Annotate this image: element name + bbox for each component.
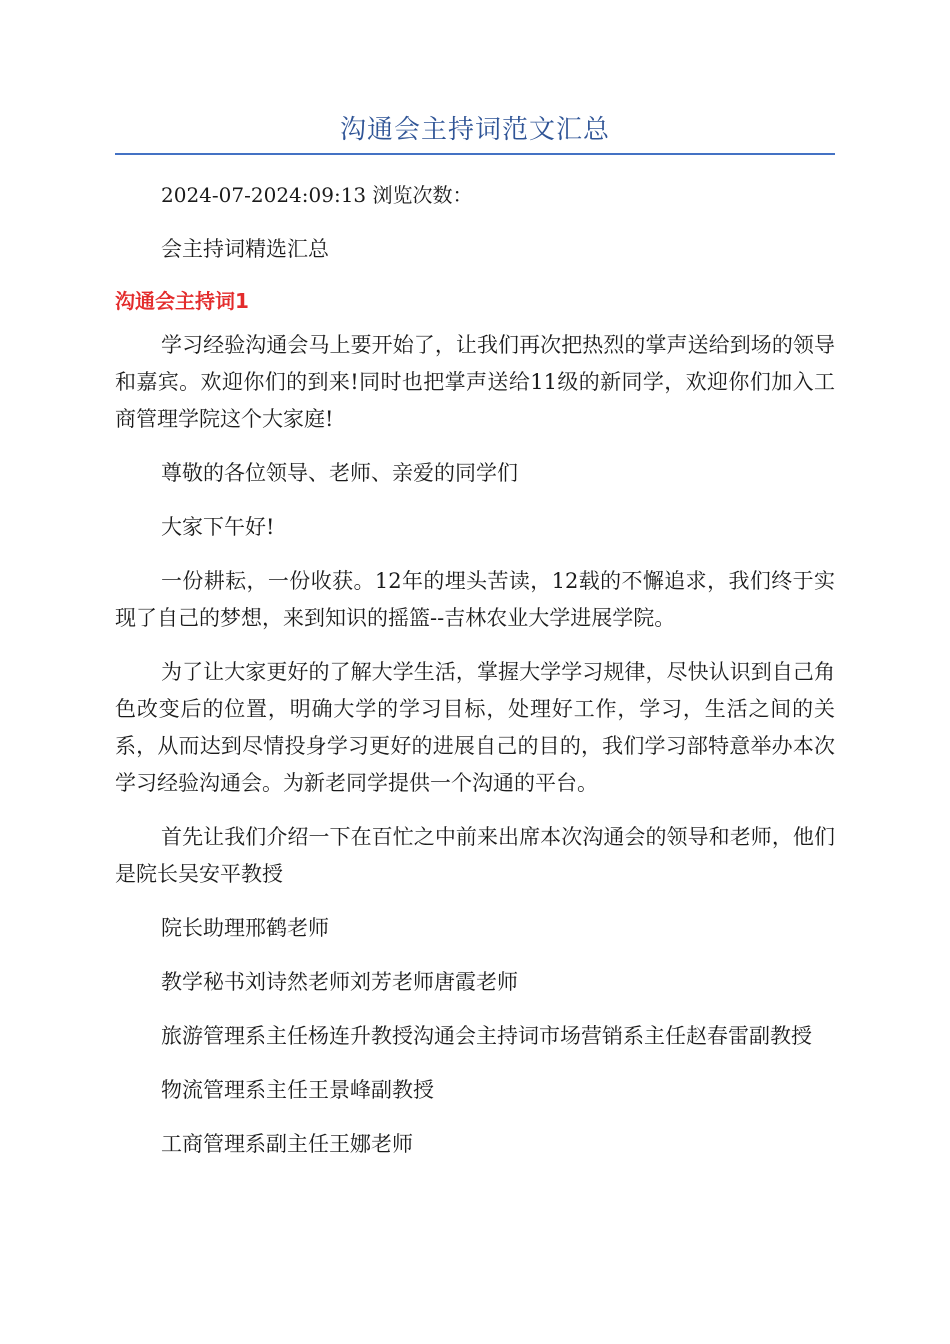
paragraph: 为了让大家更好的了解大学生活，掌握大学学习规律，尽快认识到自己角色改变后的位置，明确大学的学习目标，处理好工作，学习，生活之间的关系，从而达到尽情投身学习更好的进展自己的目的，我们学习部特意举办本次学习经验沟通会。为新老同学提供一个沟通的平台。	[115, 660, 835, 795]
paragraph: 大家下午好!	[161, 515, 275, 539]
paragraph: 旅游管理系主任杨连升教授沟通会主持词市场营销系主任赵春雷副教授	[161, 1024, 812, 1048]
paragraph: 物流管理系主任王景峰副教授	[161, 1078, 434, 1102]
title-divider	[115, 153, 835, 155]
date-views-line: 2024-07-2024:09:13 浏览次数：	[161, 183, 473, 207]
page-title: 沟通会主持词范文汇总	[339, 115, 610, 145]
paragraph: 首先让我们介绍一下在百忙之中前来出席本次沟通会的领导和老师，他们是院长吴安平教授	[115, 825, 835, 886]
subtitle-line: 会主持词精选汇总	[161, 237, 329, 261]
paragraph: 学习经验沟通会马上要开始了，让我们再次把热烈的掌声送给到场的领导和嘉宾。欢迎你们的到来!同时也把掌声送给11级的新同学，欢迎你们加入工商管理学院这个大家庭!	[115, 333, 835, 431]
paragraph: 教学秘书刘诗然老师刘芳老师唐霞老师	[161, 970, 518, 994]
paragraph: 院长助理邢鹤老师	[161, 916, 329, 940]
paragraph: 尊敬的各位领导、老师、亲爱的同学们	[161, 461, 518, 485]
section-heading: 沟通会主持词1	[115, 289, 249, 313]
document-body	[115, 177, 835, 1180]
paragraph: 工商管理系副主任王娜老师	[161, 1132, 413, 1156]
paragraph: 一份耕耘，一份收获。12年的埋头苦读，12载的不懈追求，我们终于实现了自己的梦想，来到知识的摇篮--吉林农业大学进展学院。	[115, 569, 835, 630]
